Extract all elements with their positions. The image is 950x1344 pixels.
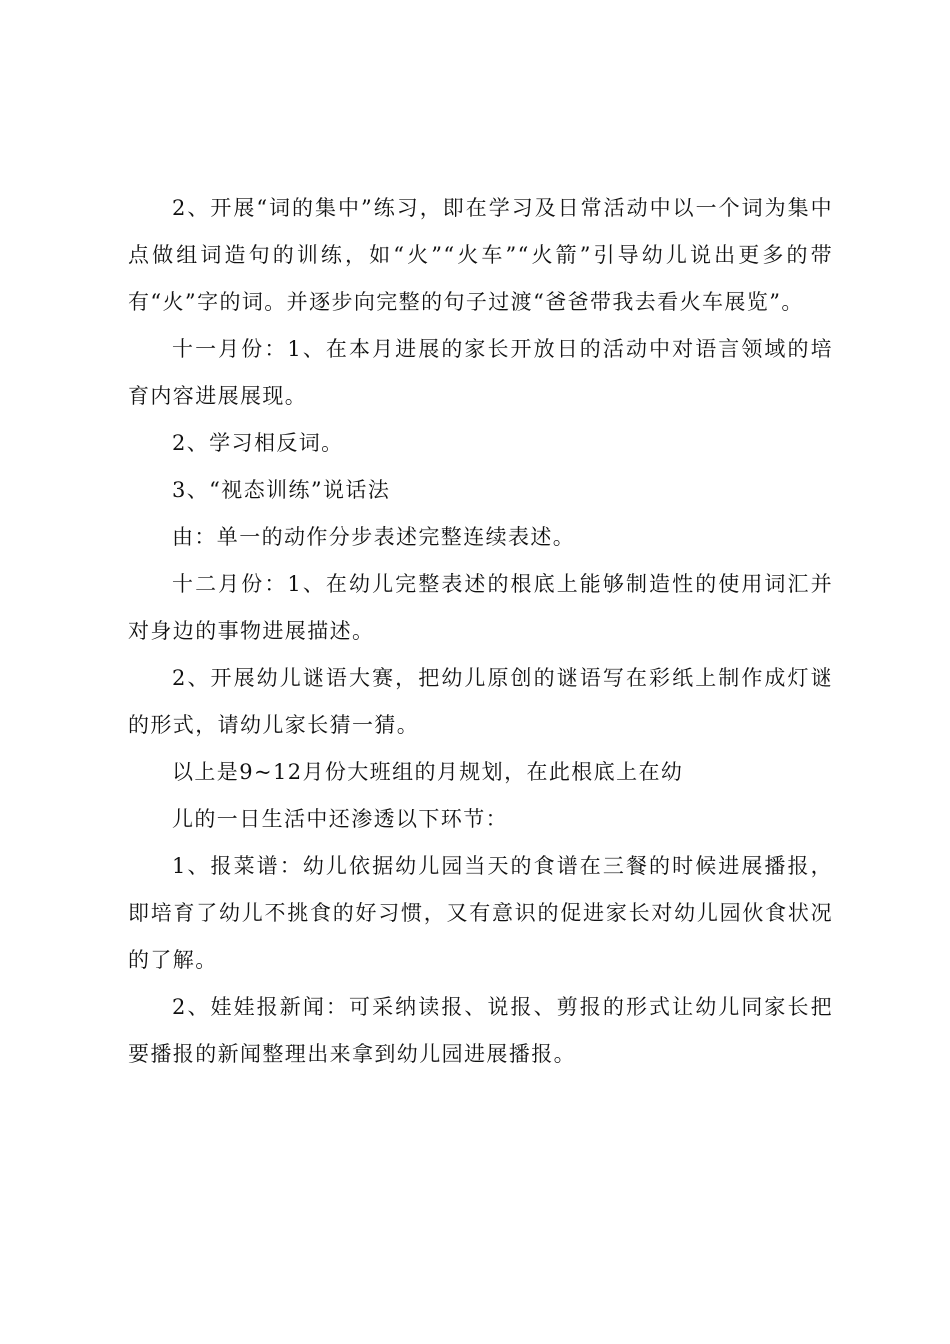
paragraph: 3、“视态训练”说话法 — [172, 478, 391, 502]
document-body — [128, 185, 833, 1078]
paragraph: 十一月份：1、在本月进展的家长开放日的活动中对语言领域的培育内容进展展现。 — [128, 337, 833, 408]
paragraph: 2、开展“词的集中”练习，即在学习及日常活动中以一个词为集中点做组词造句的训练，如“火”“火车”“火箭”引导幼儿说出更多的带有“火”字的词。并逐步向完整的句子过渡“爸爸带我去看火车展览”。 — [128, 196, 833, 314]
paragraph: 十二月份：1、在幼儿完整表述的根底上能够制造性的使用词汇并对身边的事物进展描述。 — [128, 572, 833, 643]
paragraph: 由：单一的动作分步表述完整连续表述。 — [172, 525, 576, 549]
paragraph: 1、报菜谱：幼儿依据幼儿园当天的食谱在三餐的时候进展播报，即培育了幼儿不挑食的好习惯，又有意识的促进家长对幼儿园伙食状况的了解。 — [128, 854, 833, 972]
paragraph: 以上是9~12月份大班组的月规划，在此根底上在幼 — [172, 760, 684, 784]
paragraph: 儿的一日生活中还渗透以下环节： — [172, 807, 508, 831]
paragraph: 2、学习相反词。 — [172, 431, 344, 455]
paragraph: 2、娃娃报新闻：可采纳读报、说报、剪报的形式让幼儿同家长把要播报的新闻整理出来拿到幼儿园进展播报。 — [128, 995, 833, 1066]
paragraph: 2、开展幼儿谜语大赛，把幼儿原创的谜语写在彩纸上制作成灯谜的形式，请幼儿家长猜一猜。 — [128, 666, 833, 737]
